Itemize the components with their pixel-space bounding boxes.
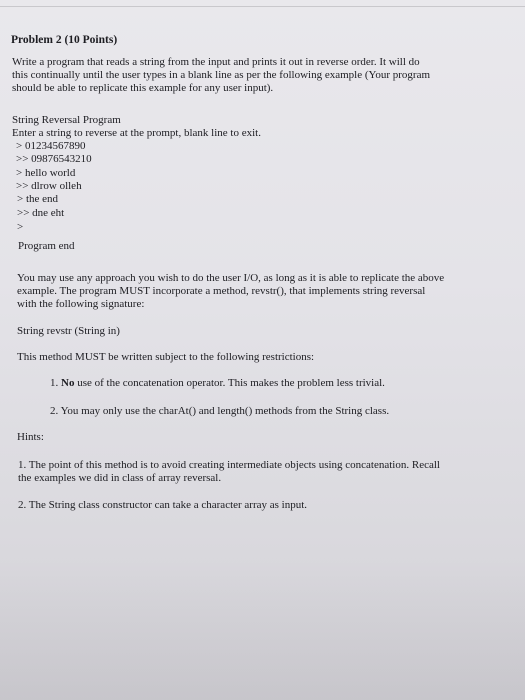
- example-line-1: String Reversal Program: [12, 114, 121, 126]
- approach-line-3: with the following signature:: [17, 298, 145, 310]
- restriction-2: 2. You may only use the charAt() and length() methods from the String class.: [50, 405, 390, 417]
- example-line-10: Program end: [18, 240, 75, 252]
- example-line-8: >> dne eht: [17, 207, 65, 219]
- intro-line-2: this continually until the user types in a blank line as per the following example (Your program: [12, 69, 431, 81]
- restriction-1-number: 1.: [50, 377, 59, 389]
- example-line-6: >> dlrow olleh: [16, 180, 82, 192]
- method-signature: String revstr (String in): [17, 325, 120, 337]
- restriction-1-emphasis: No: [61, 377, 75, 389]
- intro-line-3: should be able to replicate this example for any user input).: [12, 82, 274, 94]
- example-line-7: > the end: [17, 193, 59, 205]
- problem-title: Problem 2 (10 Points): [11, 34, 118, 46]
- hint-1-line-2: the examples we did in class of array reversal.: [18, 472, 222, 484]
- example-line-5: > hello world: [16, 167, 76, 179]
- hint-1-line-1: 1. The point of this method is to avoid creating intermediate objects using concatenation. Recall: [18, 459, 440, 471]
- intro-line-1: Write a program that reads a string from the input and prints it out in reverse order. It will do: [12, 56, 420, 68]
- restrictions-intro: This method MUST be written subject to the following restrictions:: [17, 351, 315, 363]
- restriction-1: [50, 377, 385, 389]
- example-line-2: Enter a string to reverse at the prompt, blank line to exit.: [12, 127, 261, 139]
- example-line-4: >> 09876543210: [16, 153, 92, 165]
- restriction-1-text: use of the concatenation operator. This makes the problem less trivial.: [74, 377, 385, 389]
- example-line-3: > 01234567890: [16, 140, 86, 152]
- approach-line-1: You may use any approach you wish to do the user I/O, as long as it is able to replicate the above: [17, 272, 445, 284]
- approach-line-2: example. The program MUST incorporate a method, revstr(), that implements string reversal: [17, 285, 426, 297]
- paper-shadow: [0, 560, 525, 700]
- hint-2: 2. The String class constructor can take a character array as input.: [18, 499, 308, 511]
- hints-label: Hints:: [17, 431, 44, 443]
- page-top-edge: [0, 6, 525, 7]
- example-line-9: >: [17, 221, 24, 233]
